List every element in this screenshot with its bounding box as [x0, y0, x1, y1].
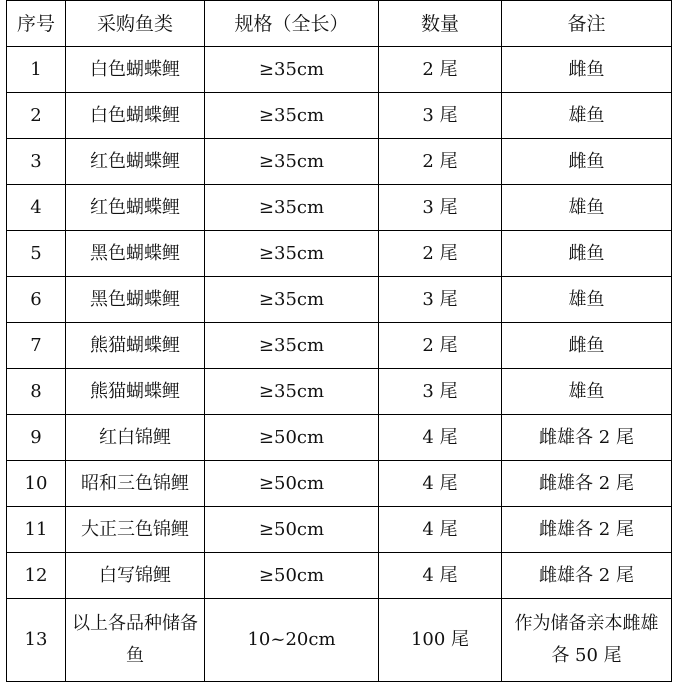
header-index: 序号: [7, 1, 66, 47]
cell-spec: ≥35cm: [205, 277, 379, 323]
cell-index: 9: [7, 415, 66, 461]
table-body: [7, 47, 672, 682]
cell-qty: 4 尾: [379, 415, 502, 461]
cell-spec: ≥35cm: [205, 185, 379, 231]
fish-purchase-table: [6, 0, 672, 682]
cell-fish: 大正三色锦鲤: [66, 507, 205, 553]
cell-qty: 4 尾: [379, 461, 502, 507]
cell-spec: ≥50cm: [205, 507, 379, 553]
cell-note: 作为储备亲本雌雄各 50 尾: [502, 599, 672, 682]
cell-qty: 3 尾: [379, 277, 502, 323]
cell-note: 雄鱼: [502, 277, 672, 323]
table-row: [7, 93, 672, 139]
cell-spec: ≥35cm: [205, 231, 379, 277]
cell-index: 3: [7, 139, 66, 185]
cell-note: 雌雄各 2 尾: [502, 553, 672, 599]
cell-qty: 4 尾: [379, 507, 502, 553]
cell-note: 雄鱼: [502, 93, 672, 139]
cell-qty: 100 尾: [379, 599, 502, 682]
cell-qty: 2 尾: [379, 323, 502, 369]
cell-spec: ≥35cm: [205, 369, 379, 415]
cell-fish: 红色蝴蝶鲤: [66, 185, 205, 231]
cell-index: 4: [7, 185, 66, 231]
cell-fish: 以上各品种储备鱼: [66, 599, 205, 682]
cell-index: 11: [7, 507, 66, 553]
header-qty: 数量: [379, 1, 502, 47]
cell-spec: ≥50cm: [205, 553, 379, 599]
cell-qty: 2 尾: [379, 47, 502, 93]
cell-note: 雌鱼: [502, 139, 672, 185]
cell-fish: 昭和三色锦鲤: [66, 461, 205, 507]
cell-qty: 3 尾: [379, 93, 502, 139]
cell-note: 雌鱼: [502, 231, 672, 277]
cell-note: 雄鱼: [502, 369, 672, 415]
table-row: [7, 323, 672, 369]
table-row: [7, 507, 672, 553]
cell-qty: 2 尾: [379, 139, 502, 185]
table-row: [7, 461, 672, 507]
cell-index: 5: [7, 231, 66, 277]
cell-spec: ≥50cm: [205, 415, 379, 461]
fish-purchase-sheet: [6, 0, 671, 682]
header-note: 备注: [502, 1, 672, 47]
cell-spec: ≥35cm: [205, 323, 379, 369]
cell-spec: ≥35cm: [205, 139, 379, 185]
cell-note: 雌鱼: [502, 323, 672, 369]
table-row: [7, 277, 672, 323]
cell-fish: 白色蝴蝶鲤: [66, 47, 205, 93]
cell-qty: 3 尾: [379, 185, 502, 231]
cell-note: 雌雄各 2 尾: [502, 507, 672, 553]
cell-spec: 10~20cm: [205, 599, 379, 682]
cell-spec: ≥35cm: [205, 93, 379, 139]
header-fish: 采购鱼类: [66, 1, 205, 47]
cell-index: 7: [7, 323, 66, 369]
cell-index: 12: [7, 553, 66, 599]
cell-note: 雌鱼: [502, 47, 672, 93]
cell-index: 13: [7, 599, 66, 682]
table-header-row: [7, 1, 672, 47]
header-spec: 规格（全长）: [205, 1, 379, 47]
cell-fish: 熊猫蝴蝶鲤: [66, 369, 205, 415]
cell-fish: 红色蝴蝶鲤: [66, 139, 205, 185]
cell-note: 雌雄各 2 尾: [502, 461, 672, 507]
table-row: [7, 553, 672, 599]
table-row: [7, 599, 672, 682]
cell-qty: 4 尾: [379, 553, 502, 599]
cell-fish: 熊猫蝴蝶鲤: [66, 323, 205, 369]
cell-index: 10: [7, 461, 66, 507]
cell-spec: ≥35cm: [205, 47, 379, 93]
table-row: [7, 369, 672, 415]
table-row: [7, 415, 672, 461]
table-row: [7, 47, 672, 93]
table-row: [7, 185, 672, 231]
cell-fish: 黑色蝴蝶鲤: [66, 277, 205, 323]
cell-spec: ≥50cm: [205, 461, 379, 507]
table-row: [7, 139, 672, 185]
cell-qty: 2 尾: [379, 231, 502, 277]
cell-index: 6: [7, 277, 66, 323]
cell-note: 雄鱼: [502, 185, 672, 231]
table-row: [7, 231, 672, 277]
cell-fish: 白写锦鲤: [66, 553, 205, 599]
cell-fish: 黑色蝴蝶鲤: [66, 231, 205, 277]
cell-qty: 3 尾: [379, 369, 502, 415]
cell-note: 雌雄各 2 尾: [502, 415, 672, 461]
cell-index: 1: [7, 47, 66, 93]
cell-fish: 白色蝴蝶鲤: [66, 93, 205, 139]
cell-fish: 红白锦鲤: [66, 415, 205, 461]
cell-index: 2: [7, 93, 66, 139]
cell-index: 8: [7, 369, 66, 415]
